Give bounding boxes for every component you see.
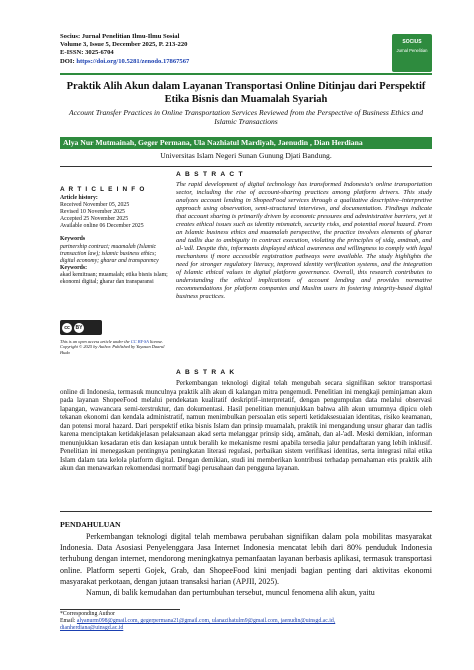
article-info (60, 195, 168, 286)
corresponding-label: *Corresponding Author (60, 611, 115, 617)
keywords-label-en: Keywords (60, 236, 86, 243)
paper-title: Praktik Alih Akun dalam Layanan Transportasi Online Ditinjau dari Perspektif Etika Bisnis dan Muamalah Syariah (66, 81, 426, 105)
intro-paragraph: Perkembangan teknologi digital telah membawa perubahan signifikan dalam pola mobilitas masyarakat Indonesia. Data Asosiasi Penyelenggara Jasa Internet Indonesia mencatat lebih dari 80% penduduk Indonesia terhubung dengan internet, mendorong meningkatnya pemanfaatan layanan berbasis aplikasi, termasuk transportasi online. Platform seperti Gojek, Grab, dan ShopeeFood kini menjadi bagian penting dari aktivitas ekonomi masyarakat perkotaan, dengan jutaan transaksi harian (APJII, 2025). (60, 532, 432, 586)
keywords-id: akad kemitraan; muamalah; etika bisnis islam; ekonomi digital; gharar dan transparansi (60, 271, 168, 286)
intro-paragraph: Namun, di balik kemudahan dan pertumbuhan tersebut, muncul fenomena alih akun, yaitu (86, 588, 375, 598)
by-icon: BY (75, 324, 83, 331)
email-label: Email: (60, 618, 76, 624)
logo-subtitle: Jurnal Penelitian (396, 48, 428, 53)
history-label: Article history: (60, 195, 98, 201)
journal-logo (392, 34, 432, 72)
journal-meta (60, 33, 189, 66)
available-date: Available online 06 December 2025 (60, 223, 144, 230)
abstrak-indonesian: Perkembangan teknologi digital telah mengubah secara signifikan sektor transportasi online di Indonesia, termasuk munculnya praktik alih akun di kalangan mitra pengemudi. Penelitian ini mengkaji peminjaman akun pada layanan ShopeeFood melalui pendekatan kualitatif deskriptif–interpretatif, dengan pengumpulan data melalui observasi lapangan, wawancara semi-terstruktur, dan dokumentasi. Hasil penelitian menunjukkan bahwa alih akun umumnya dipicu oleh tekanan ekonomi dan kendala administratif, namun menimbulkan persoalan etis seperti ketidaksesuaian identitas, risiko keamanan, dan potensi moral hazard. Dari perspektif etika bisnis Islam dan prinsip muamalah, praktik ini mengandung unsur gharar dan tadlis karena menciptakan ketidakjelasan pelaksanaan akad serta melanggar prinsip sidq, amānah, dan al-'adl. Meski demikian, informan menunjukkan kesadaran etis dan kesiapan untuk beralih ke mekanisme resmi apabila tersedia jalur pendaftaran yang lebih inklusif. Penelitian ini menegaskan pentingnya peningkatan literasi regulasi, perbaikan sistem verifikasi identitas, serta integrasi nilai etika Islam dalam tata kelola platform digital. Dengan demikian, studi ini memberikan kontribusi terhadap pemahaman etis praktik alih akun dan menawarkan rekomendasi normatif bagi perusahaan dan pengguna layanan. (60, 379, 432, 473)
accepted-date: Accepted 25 November 2025 (60, 216, 129, 223)
keywords-en: partnership contract; muamalah (Islamic transaction law); islamic business ethics; digital economy; gharar and transparency (60, 243, 159, 264)
abstract-end-rule (60, 511, 432, 512)
revised-date: Revised 10 November 2025 (60, 209, 125, 216)
intro-body (60, 531, 432, 598)
abstrak-heading: A B S T R A K (176, 369, 236, 376)
footnote (60, 611, 432, 632)
cc-icon: cc (62, 323, 72, 333)
header-rule (60, 73, 432, 75)
affiliation: Universitas Islam Negeri Sunan Gunung Djati Bandung. (160, 151, 332, 160)
doi-label: DOI: (60, 57, 75, 65)
copyright: Copyright © 2025 by Author. Published by Yayasan Daarul Huda (60, 344, 165, 355)
section-heading: PENDAHULUAN (60, 520, 121, 529)
doi-link[interactable]: https://doi.org/10.5281/zenodo.17867567 (76, 57, 190, 65)
article-info-heading: A R T I C L E I N F O (60, 186, 146, 193)
email-links[interactable]: alyanurm098@gmail.com, gegerpermana21@gmail.com, ulanazihatulm9@gmail.com, jaenudin@uinsgd.ac.id, (76, 618, 336, 624)
journal-doi-line (60, 58, 189, 66)
keywords-label-id: Keywords: (60, 264, 88, 271)
license-text-1: This is an open access article under the (60, 339, 130, 344)
cc-license-badge[interactable] (60, 320, 102, 335)
section-rule (60, 166, 432, 167)
received-date: Received November 05, 2025 (60, 202, 130, 209)
paper-subtitle: Account Transfer Practices in Online Transportation Services Reviewed from the Perspective of Business Ethics and Islamic Transactions (68, 108, 424, 127)
journal-issn: E-ISSN: 3025-6704 (60, 49, 114, 57)
journal-volume: Volume 3, Issue 5, December 2025, P. 213-220 (60, 41, 188, 49)
license-text (60, 339, 168, 355)
footnote-rule (60, 609, 180, 610)
author-bar: Alya Nur Mutmainah, Geger Permana, Ula Nazhiatul Mardiyah, Jaenudin , Dian Herdiana (60, 137, 432, 149)
abstract-english: The rapid development of digital technology has transformed Indonesia's online transportation sector, including the rise of account-sharing practices among platform drivers. This study analyzes account lending in ShopeeFood services through a qualitative descriptive–interpretive approach using observation, semi-structured interviews, and documentation. Findings indicate that account sharing is primarily driven by economic pressures and administrative barriers, yet it creates ethical issues such as identity mismatch, security risks, and potential moral hazard. From an Islamic business ethics and muamalah perspective, the practice involves elements of gharar and tadlis due to ambiguity in contract execution, violating the principles of sidq, amānah, and al-'adl. Despite this, informants displayed ethical awareness and willingness to comply with legal mechanisms if more accessible registration pathways were available. The study highlights the need for stronger regulatory literacy, improved identity verification systems, and the integration of Islamic ethical values in digital platform governance. Overall, this research contributes to understanding the ethical implications of account lending and provides normative recommendations for platform companies and Muslim users in fostering integrity-based digital business practices. (176, 181, 432, 301)
email-line (60, 618, 432, 625)
journal-name: Socius: Jurnal Penelitian Ilmu-Ilmu Sosial (60, 33, 180, 40)
license-text-2: license. (149, 339, 164, 344)
license-link[interactable]: CC BY-SA (130, 339, 149, 344)
logo-title: SOCIUS (402, 39, 422, 45)
email-link-last[interactable]: dianherdiana@uinsgd.ac.id (60, 625, 124, 631)
abstract-heading: A B S T R A C T (176, 171, 244, 178)
